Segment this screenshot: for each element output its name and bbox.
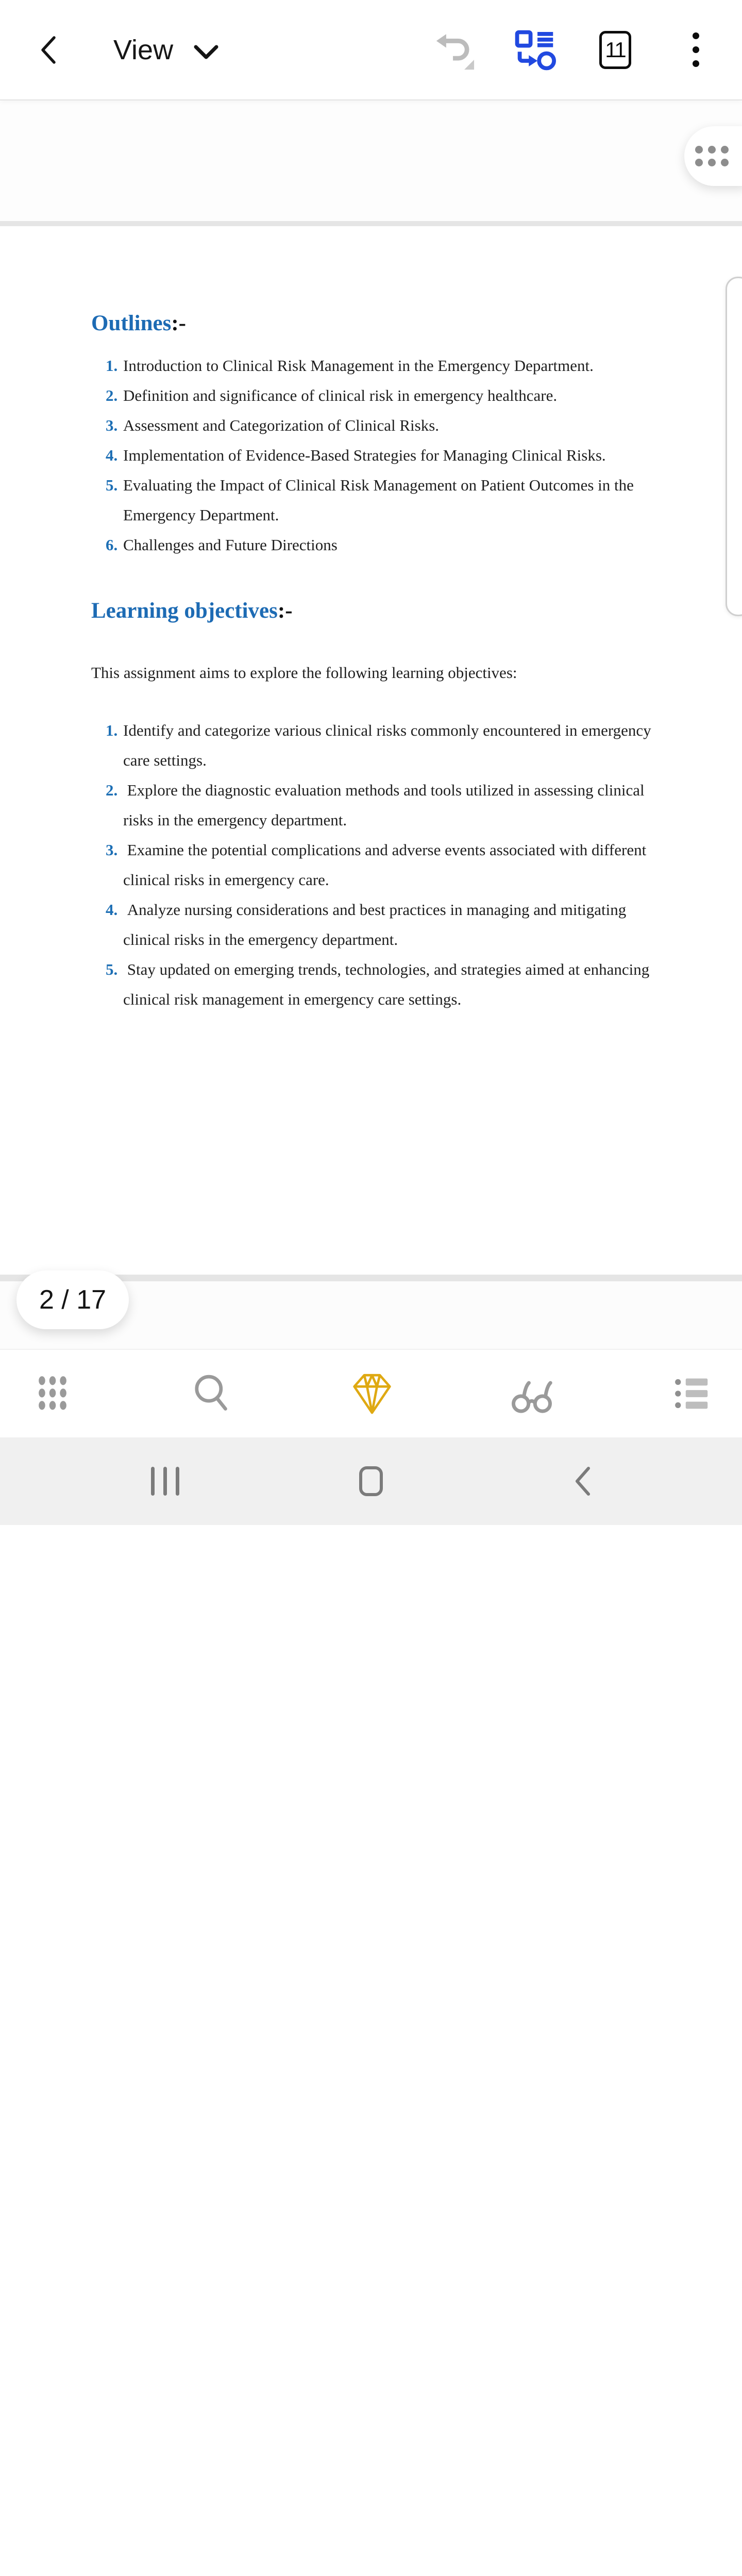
mobile-view-button[interactable] <box>511 22 559 78</box>
section-heading-outlines <box>91 309 660 338</box>
list-item-text: Definition and significance of clinical risk in emergency healthcare. <box>123 386 558 404</box>
undo-icon <box>433 29 476 71</box>
list-item-number: 1. <box>106 721 118 739</box>
contents-list-icon <box>671 1374 712 1413</box>
recents-button[interactable] <box>124 1437 206 1525</box>
list-item-number: 4. <box>106 446 118 464</box>
undo-button[interactable] <box>431 22 478 78</box>
list-item <box>91 895 660 955</box>
heading-text: Outlines <box>91 311 172 335</box>
page-number-box-icon <box>599 31 631 69</box>
list-item-text: Examine the potential complications and adverse events associated with different clinical risks in emergency care. <box>123 841 650 889</box>
top-app-bar <box>0 0 742 100</box>
list-item-number: 6. <box>106 536 118 554</box>
list-item <box>91 440 660 470</box>
bottom-toolbar <box>0 1349 742 1437</box>
objectives-list <box>91 716 660 1014</box>
list-item-number: 1. <box>106 357 118 375</box>
list-item <box>91 835 660 895</box>
list-item <box>91 530 660 560</box>
contents-list-button[interactable] <box>665 1358 718 1430</box>
home-button[interactable] <box>330 1437 412 1525</box>
android-navigation-bar <box>0 1437 742 1525</box>
list-item-number: 3. <box>106 841 118 859</box>
kebab-menu-icon <box>693 32 699 67</box>
read-mode-glasses-icon <box>508 1374 555 1414</box>
search-icon <box>190 1371 234 1416</box>
page-indicator <box>16 1270 129 1329</box>
heading-text: Learning objectives <box>91 599 278 623</box>
list-item <box>91 716 660 775</box>
chevron-down-icon <box>193 44 220 60</box>
page-indicator-label: 2 / 17 <box>39 1285 107 1315</box>
list-item-text: Implementation of Evidence-Based Strategies for Managing Clinical Risks. <box>123 446 606 464</box>
list-item-text: Identify and categorize various clinical risks commonly encountered in emergency care settings. <box>123 721 655 769</box>
tools-menu-button[interactable] <box>26 1358 79 1430</box>
page-number-box-value: 11 <box>605 37 626 62</box>
floating-toolbar-handle[interactable] <box>684 126 742 186</box>
page-separator <box>0 221 742 226</box>
list-item-text: Analyze nursing considerations and best practices in managing and mitigating clinical risks in the emergency department. <box>123 901 630 948</box>
page-count-display-button[interactable] <box>592 22 639 78</box>
mobile-view-reflow-icon <box>513 28 556 72</box>
objectives-intro-paragraph: This assignment aims to explore the following learning objectives: <box>91 664 517 682</box>
list-item-text: Challenges and Future Directions <box>123 536 338 554</box>
list-item <box>91 775 660 835</box>
heading-suffix: :- <box>277 599 293 623</box>
scrollbar-thumb[interactable] <box>726 277 742 616</box>
six-dot-grid-icon <box>695 146 729 166</box>
list-item-text: Evaluating the Impact of Clinical Risk Management on Patient Outcomes in the Emergency Department. <box>123 476 638 524</box>
nav-back-button[interactable] <box>541 1437 623 1525</box>
list-item-number: 5. <box>106 960 118 978</box>
view-mode-dropdown[interactable] <box>113 36 220 64</box>
tools-grid-icon <box>33 1373 72 1414</box>
list-item-number: 5. <box>106 476 118 494</box>
home-icon <box>359 1466 383 1496</box>
list-item <box>91 381 660 411</box>
list-item <box>91 470 660 530</box>
list-item-text: Explore the diagnostic evaluation methods and tools utilized in assessing clinical risks in the emergency department. <box>123 781 649 829</box>
list-item <box>91 955 660 1014</box>
list-item-text: Stay updated on emerging trends, technologies, and strategies aimed at enhancing clinical risk management in emergency care settings. <box>123 960 654 1008</box>
list-item-number: 3. <box>106 416 118 434</box>
list-item-text: Assessment and Categorization of Clinical Risks. <box>123 416 440 434</box>
outlines-list <box>91 351 660 560</box>
premium-button[interactable] <box>345 1358 399 1430</box>
list-item <box>91 411 660 440</box>
read-mode-button[interactable] <box>505 1358 559 1430</box>
premium-diamond-icon <box>349 1370 395 1417</box>
list-item-text: Introduction to Clinical Risk Management in the Emergency Department. <box>123 357 594 375</box>
page1-bottom-margin <box>0 101 742 221</box>
list-item-number: 2. <box>106 386 118 404</box>
search-button[interactable] <box>185 1358 239 1430</box>
page-title: View <box>113 34 174 65</box>
list-item <box>91 351 660 381</box>
back-button[interactable] <box>30 22 66 78</box>
list-item-number: 4. <box>106 901 118 919</box>
section-heading-objectives <box>91 596 660 626</box>
heading-suffix: :- <box>171 311 186 335</box>
overflow-menu-button[interactable] <box>672 22 719 78</box>
list-item-number: 2. <box>106 781 118 799</box>
nav-back-icon <box>571 1465 593 1497</box>
document-page <box>0 226 742 1275</box>
chevron-left-icon <box>38 35 58 65</box>
recents-icon <box>151 1467 179 1496</box>
